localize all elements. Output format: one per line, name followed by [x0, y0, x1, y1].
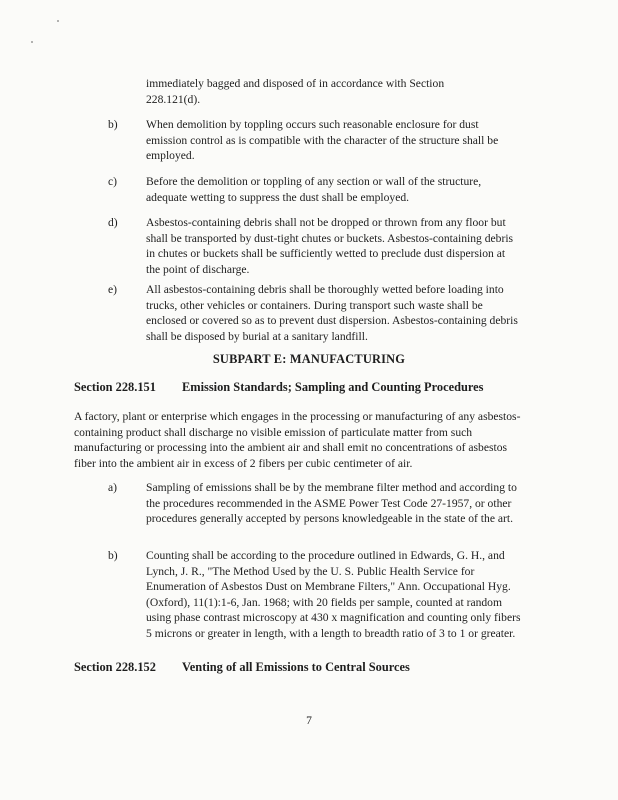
sampling-text: Sampling of emissions shall be by the membrane filter method and according to the procedures recommended in the ASME Power Test Code 27-1957, or other procedures generally accepted by persons knowledgeable in the state of the art.: [146, 481, 517, 526]
item-label-b: b): [108, 118, 118, 131]
item-label-c: c): [108, 175, 118, 188]
section-151-number: Section 228.151: [74, 380, 156, 394]
item-label-b2: b): [108, 549, 118, 562]
scan-speck: [31, 41, 33, 43]
counting-text: Counting shall be according to the procedure outlined in Edwards, G. H., and Lynch, J. R., "The Method Used by the U. S. Public Health Service for Enumeration of Asbestos Dust on Membrane Filters," Ann. Occupational Hyg. (Oxford), 11(1):1-6, Jan. 1968; with 20 fields per sample, counted at random using phase contrast microscopy at 430 x magnification and counting only fibers 5 microns or greater in length, with a length to breadth ratio of 3 to 1 or greater.: [146, 549, 521, 640]
subpart-heading: SUBPART E: MANUFACTURING: [212, 352, 406, 366]
section-152-heading: [74, 660, 410, 675]
item-e-text: All asbestos-containing debris shall be thoroughly wetted before loading into trucks, other vehicles or containers. During transport such waste shall be enclosed or covered so as to prevent dust dispersion. Asbestos-containing debris shall be disposed by burial at a sanitary landfill.: [146, 283, 518, 343]
continuation-text: immediately bagged and disposed of in accordance with Section 228.121(d).: [146, 77, 445, 106]
item-label-a2: a): [108, 481, 118, 494]
item-b-text: When demolition by toppling occurs such reasonable enclosure for dust emission control as is compatible with the character of the structure shall be employed.: [146, 118, 499, 163]
item-label-e: e): [108, 283, 118, 296]
item-c-text: Before the demolition or toppling of any section or wall of the structure, adequate wetting to suppress the dust shall be employed.: [146, 175, 482, 204]
section-152-title: Venting of all Emissions to Central Sources: [182, 660, 410, 674]
scan-speck: [57, 20, 59, 22]
section-152-number: Section 228.152: [74, 660, 156, 674]
item-d-text: Asbestos-containing debris shall not be dropped or thrown from any floor but shall be transported by dust-tight chutes or buckets. Asbestos-containing debris in chutes or buckets shall be sufficiently wetted to preclude dust dispersion at the point of discharge.: [146, 216, 514, 276]
section-151-title: Emission Standards; Sampling and Counting Procedures: [182, 380, 484, 394]
item-label-d: d): [108, 216, 118, 229]
page-number: 7: [306, 714, 312, 727]
section-151-heading: [74, 380, 483, 395]
section-151-body: A factory, plant or enterprise which engages in the processing or manufacturing of any asbestos-containing product shall discharge no visible emission of particulate matter from such manufacturing or processing into the ambient air and shall emit no concentrations of asbestos fiber into the ambient air in excess of 2 fibers per cubic centimeter of air.: [74, 410, 521, 470]
